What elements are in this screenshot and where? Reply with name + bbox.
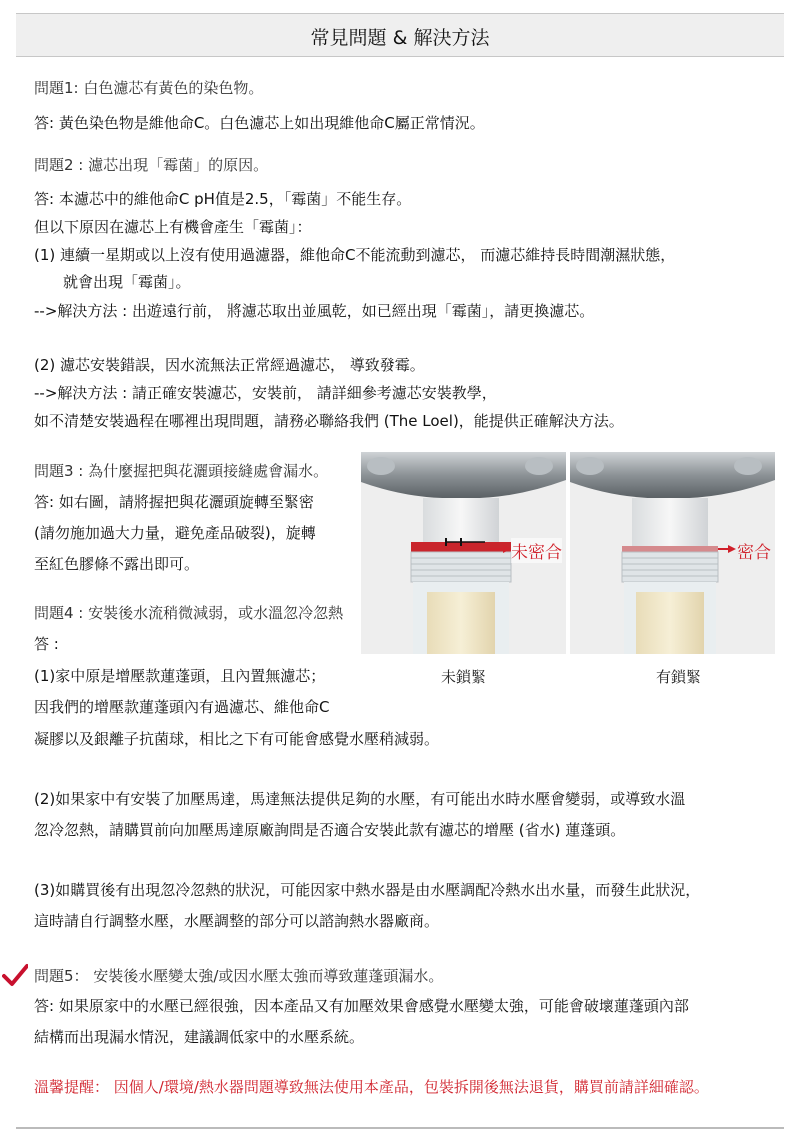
question-1: 問題1: 白色濾芯有黃色的染色物。: [34, 79, 264, 97]
answer-3-line: (請勿施加過大力量，避免產品破裂)，旋轉: [34, 524, 316, 542]
answer-2-line: (2) 濾芯安裝錯誤，因水流無法正常經過濾芯， 導致發霉。: [34, 356, 425, 374]
caption-tightened: 有鎖緊: [656, 668, 702, 686]
answer-2-line: (1) 連續一星期或以上沒有使用過濾器，維他命C不能流動到濾芯， 而濾芯維持長時間潮濕狀態，: [34, 246, 676, 264]
answer-4-line: (3)如購買後有出現忽冷忽熱的狀況，可能因家中熱水器是由水壓調配冷熱水出水量，而發生此狀況，: [34, 881, 701, 899]
bottom-divider: [16, 1127, 784, 1129]
notice-label: 溫馨提醒：: [34, 1078, 110, 1096]
answer-4-line: (2)如果家中有安裝了加壓馬達，馬達無法提供足夠的水壓，有可能出水時水壓會變弱，或導致水溫: [34, 790, 686, 808]
answer-3-line: 至紅色膠條不露出即可。: [34, 555, 200, 573]
solution-1: -->解決方法 : 出遊遠行前， 將濾芯取出並風乾，如已經出現「霉菌」，請更換濾芯。: [34, 302, 595, 320]
page-header: [16, 13, 784, 57]
answer-3-line: 答: 如右圖，請將握把與花灑頭旋轉至緊密: [34, 493, 314, 511]
photo-label-sealed: 密合: [737, 543, 771, 563]
question-3: 問題3 : 為什麼握把與花灑頭接縫處會漏水。: [34, 462, 329, 480]
answer-4-line: 忽冷忽熱，請購買前向加壓馬達原廠詢問是否適合安裝此款有濾芯的增壓 (省水) 蓮蓬頭。: [34, 821, 626, 839]
answer-4-label: 答 :: [34, 635, 59, 653]
answer-2-line: 但以下原因在濾芯上有機會產生「霉菌」：: [34, 218, 312, 236]
check-mark-icon: [2, 962, 28, 988]
question-4: 問題4 : 安裝後水流稍微減弱，或水溫忽冷忽熱: [34, 604, 344, 622]
notice-text: 因個人/環境/熱水器問題導致無法使用本產品，包裝拆開後無法退貨，購買前請詳細確認。: [109, 1078, 709, 1096]
answer-4-line: 因我們的增壓款蓮蓬頭內有過濾芯、維他命C: [34, 698, 330, 716]
question-2: 問題2 : 濾芯出現「霉菌」的原因。: [34, 156, 269, 174]
answer-1: 答: 黃色染色物是維他命C。白色濾芯上如出現維他命C屬正常情況。: [34, 114, 485, 132]
notice: [34, 1077, 709, 1097]
answer-5-line: 結構而出現漏水情況，建議調低家中的水壓系統。: [34, 1028, 365, 1046]
answer-4-line: 這時請自行調整水壓，水壓調整的部分可以諮詢熱水器廠商。: [34, 912, 440, 930]
answer-2-line: 如不清楚安裝過程在哪裡出現問題，請務必聯絡我們 (The Loel)，能提供正確解決方法。: [34, 412, 624, 430]
photo-label-not-sealed: 未密合: [511, 538, 562, 563]
caption-not-tightened: 未鎖緊: [441, 668, 487, 686]
answer-4-line: (1)家中原是增壓款蓮蓬頭，且內置無濾芯；: [34, 667, 326, 685]
answer-2-line: 就會出現「霉菌」。: [63, 273, 191, 291]
answer-2-line: 答: 本濾芯中的維他命C pH值是2.5，「霉菌」不能生存。: [34, 190, 412, 208]
answer-4-line: 凝膠以及銀離子抗菌球，相比之下有可能會感覺水壓稍減弱。: [34, 730, 440, 748]
page-title: 常見問題 & 解決方法: [310, 27, 490, 49]
photo-sealed: [570, 452, 775, 654]
photo-not-sealed: [361, 452, 566, 654]
answer-5-line: 答: 如果原家中的水壓已經很強，因本產品又有加壓效果會感覺水壓變太強，可能會破壞蓮蓬頭內部: [34, 997, 689, 1015]
question-5: 問題5： 安裝後水壓變太強/或因水壓太強而導致蓮蓬頭漏水。: [34, 967, 444, 985]
solution-2: -->解決方法 : 請正確安裝濾芯，安裝前， 請詳細參考濾芯安裝教學，: [34, 384, 497, 402]
